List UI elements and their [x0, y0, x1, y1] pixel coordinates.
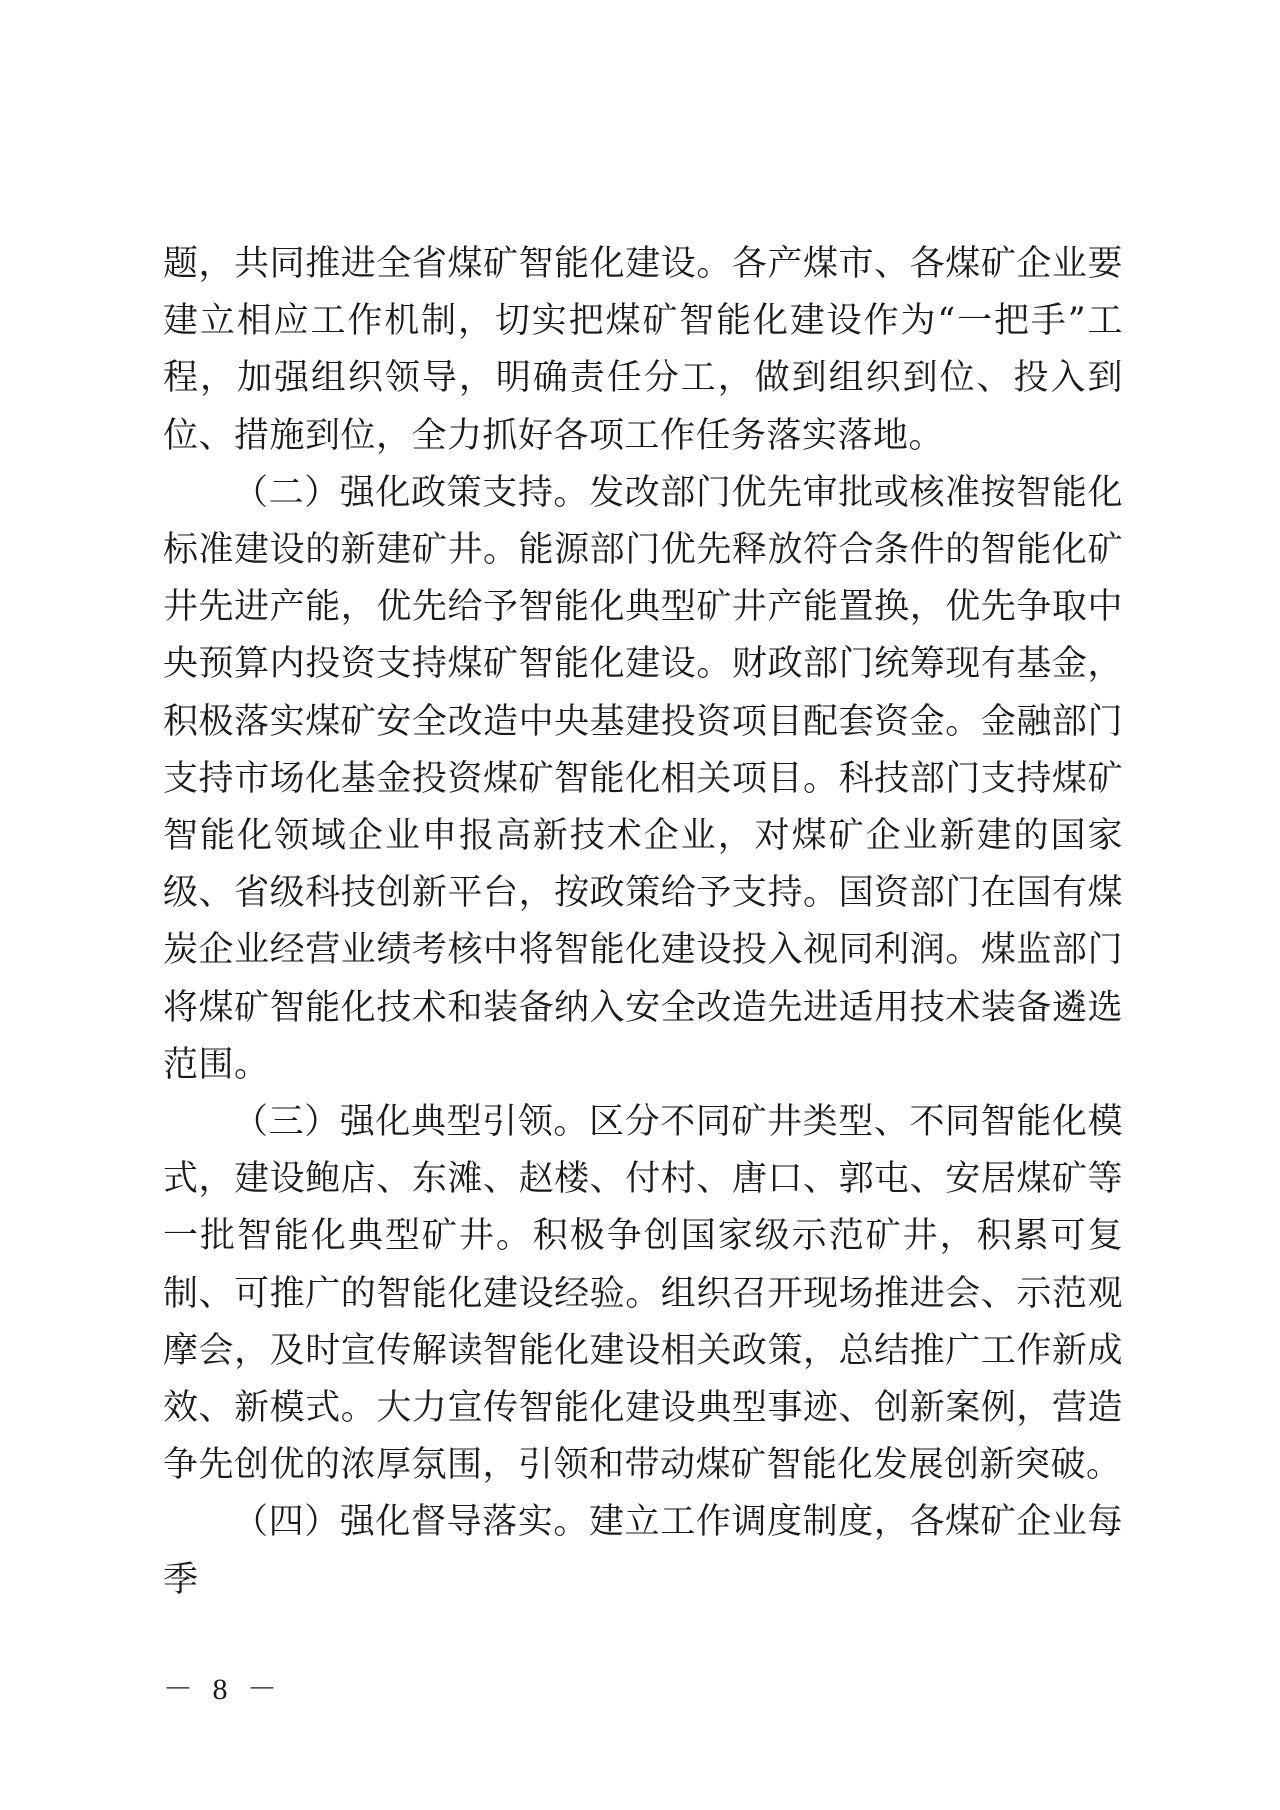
paragraph-text: 建立工作调度制度，各煤矿企业每季 — [163, 1502, 1123, 1600]
section-heading: （四）强化督导落实。 — [233, 1502, 590, 1543]
paragraph-typical-leading — [163, 1094, 1123, 1494]
paragraph-continuation — [163, 236, 1123, 465]
section-heading: （三）强化典型引领。 — [233, 1102, 590, 1143]
paragraph-text: 发改部门优先审批或核准按智能化标准建设的新建矿井。能源部门优先释放符合条件的智能化矿井先进产能，优先给予智能化典型矿井产能置换，优先争取中央预算内投资支持煤矿智能化建设。财政部门统筹现有基金，积极落实煤矿安全改造中央基建投资项目配套资金。金融部门支持市场化基金投资煤矿智能化相关项目。科技部门支持煤矿智能化领域企业申报高新技术企业，对煤矿企业新建的国家级、省级科技创新平台，按政策给予支持。国资部门在国有煤炭企业经营业绩考核中将智能化建设投入视同利润。煤监部门将煤矿智能化技术和装备纳入安全改造先进适用技术装备遴选范围。 — [163, 472, 1123, 1085]
paragraph-text: 区分不同矿井类型、不同智能化模式，建设鲍店、东滩、赵楼、付村、唐口、郭屯、安居煤矿等一批智能化典型矿井。积极争创国家级示范矿井，积累可复制、可推广的智能化建设经验。组织召开现场推进会、示范观摩会，及时宣传解读智能化建设相关政策，总结推广工作新成效、新模式。大力宣传智能化建设典型事迹、创新案例，营造争先创优的浓厚氛围，引领和带动煤矿智能化发展创新突破。 — [163, 1102, 1123, 1486]
paragraph-supervision — [163, 1494, 1123, 1608]
section-heading: （二）强化政策支持。 — [233, 472, 590, 513]
paragraph-policy-support — [163, 465, 1123, 1094]
document-body — [163, 236, 1123, 1609]
paragraph-text: 题，共同推进全省煤矿智能化建设。各产煤市、各煤矿企业要建立相应工作机制，切实把煤矿智能化建设作为“一把手”工程，加强组织领导，明确责任分工，做到组织到位、投入到位、措施到位，全力抓好各项工作任务落实落地。 — [163, 244, 1123, 456]
page-number: － 8 － — [163, 1673, 283, 1706]
